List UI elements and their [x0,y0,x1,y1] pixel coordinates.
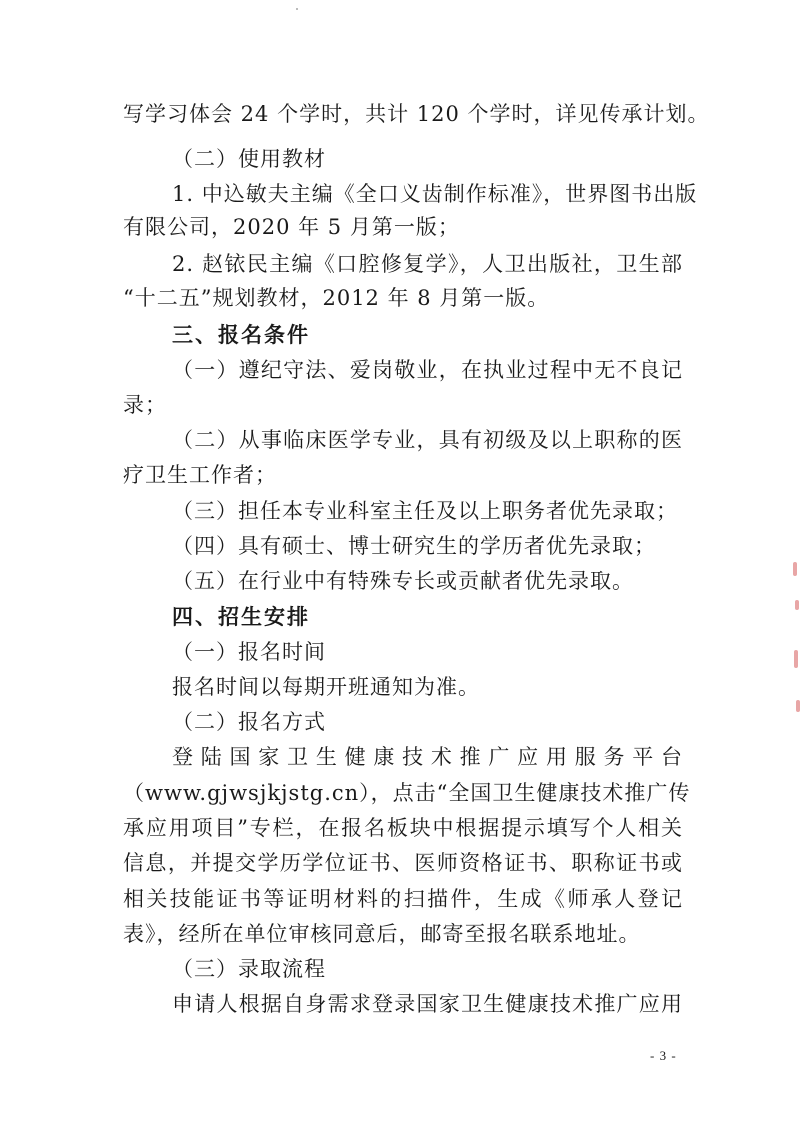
seal-edge-mark [795,600,799,610]
paragraph-line: 有限公司，2020 年 5 月第一版； [123,215,460,239]
seal-edge-mark [794,650,798,668]
paragraph-line: （五）在行业中有特殊专长或贡献者优先录取。 [172,569,634,593]
section-heading: 三、报名条件 [172,322,310,347]
paragraph-line: （四）具有硕士、博士研究生的学历者优先录取； [172,534,656,558]
seal-edge-mark [796,700,800,712]
paragraph-line: 2. 赵铱民主编《口腔修复学》，人卫出版社，卫生部 [172,252,683,276]
page-number: - 3 - [650,1048,677,1063]
paragraph-line: 表》，经所在单位审核同意后，邮寄至报名联系地址。 [123,922,641,946]
paragraph-line: 相关技能证书等证明材料的扫描件，生成《师承人登记 [123,887,683,911]
paragraph-line: 登陆国家卫生健康技术推广应用服务平台 [172,745,683,769]
seal-edge-mark [793,562,797,576]
scan-speck [296,8,298,10]
subheading: （一）报名时间 [172,640,326,664]
paragraph-line: （www.gjwsjkjstg.cn），点击“全国卫生健康技术推广传 [123,781,691,805]
section-heading: 四、招生安排 [172,604,310,629]
paragraph-line: 承应用项目”专栏，在报名板块中根据提示填写个人相关 [123,816,683,840]
paragraph-line: 1. 中込敏夫主编《全口义齿制作标准》，世界图书出版 [172,182,698,206]
subheading: （二）报名方式 [172,710,326,734]
paragraph-line: （二）从事临床医学专业，具有初级及以上职称的医 [172,428,683,452]
subheading: （三）录取流程 [172,957,326,981]
paragraph-line: 写学习体会 24 个学时，共计 120 个学时，详见传承计划。 [123,102,710,126]
paragraph-line: （三）担任本专业科室主任及以上职务者优先录取； [172,499,678,523]
paragraph-line: 申请人根据自身需求登录国家卫生健康技术推广应用 [172,992,683,1016]
paragraph-line: 录； [123,393,167,417]
paragraph-line: 报名时间以每期开班通知为准。 [172,675,480,699]
paragraph-line: （一）遵纪守法、爱岗敬业，在执业过程中无不良记 [172,358,683,382]
subheading: （二）使用教材 [172,147,326,171]
paragraph-line: 疗卫生工作者； [123,463,277,487]
paragraph-line: 信息，并提交学历学位证书、医师资格证书、职称证书或 [123,851,683,875]
paragraph-line: “十二五”规划教材，2012 年 8 月第一版。 [123,286,550,310]
